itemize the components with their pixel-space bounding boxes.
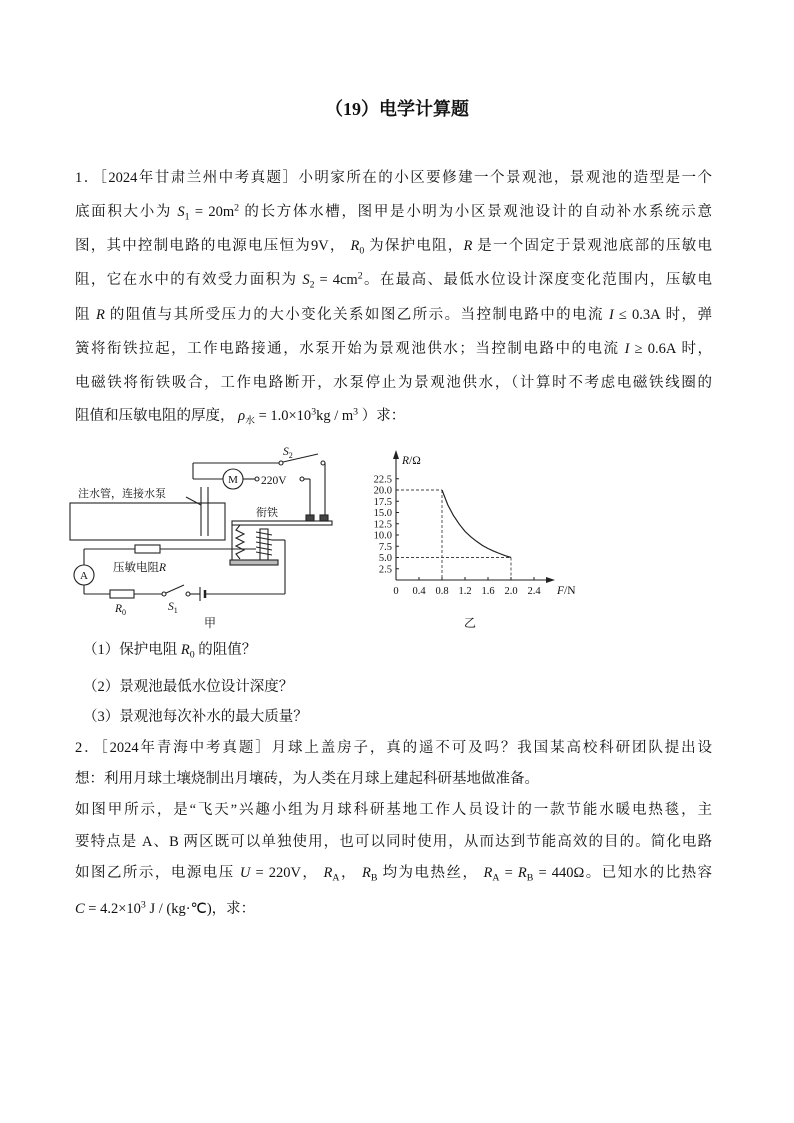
text-run: 如图乙所示，电源电压 [75, 865, 240, 881]
text-run: ， [300, 865, 324, 881]
problem-2-line [75, 767, 712, 791]
pipe-leader-line [186, 497, 201, 505]
text-run: ， [339, 865, 363, 881]
text-run: 均为电热丝， [377, 865, 484, 881]
math-variable: S [302, 272, 310, 288]
text-run: （1）保护电阻 [83, 642, 181, 658]
text-run: 要特点是 A、B 两区既可以单独使用，也可以同时使用，从而达到节能高效的目的。简化电路 [75, 834, 712, 850]
math-variable: ρ [238, 408, 246, 424]
math-variable: R [96, 307, 105, 323]
power-terminal [300, 477, 304, 481]
superscript: 3 [311, 406, 317, 418]
problem-1-line [75, 234, 712, 258]
x-tick-label: 2.0 [504, 586, 518, 597]
text-run: 时， [676, 341, 712, 357]
x-axis-label: F/N [557, 585, 576, 597]
motor-label: M [228, 474, 238, 486]
math-variable: R [180, 642, 190, 658]
subscript: 0 [189, 649, 195, 661]
x-tick-label: 0.8 [435, 586, 449, 597]
x-tick-label: 1.2 [458, 586, 472, 597]
graph [374, 450, 577, 630]
figure-b-caption: 乙 [463, 616, 477, 630]
x-tick-label: 2.4 [527, 586, 541, 597]
text-run: 图，其中控制电路的电源电压恒为9V， [75, 238, 351, 254]
math-text: = 220V [250, 865, 301, 881]
math-text: = 4.2×10 [84, 901, 141, 917]
switch-s1-blade [166, 585, 184, 593]
water-tank [70, 503, 225, 540]
subscript: A [332, 872, 340, 884]
math-variable: R [323, 865, 333, 881]
text-run: 底面积大小为 [75, 204, 178, 220]
y-tick-label: 20.0 [373, 485, 392, 497]
text-run: 阻，它在水中的有效受力面积为 [75, 272, 303, 288]
x-tick-label: 1.6 [481, 586, 495, 597]
superscript: 3 [140, 899, 146, 911]
superscript: 2 [234, 202, 240, 214]
y-tick-label: 7.5 [378, 541, 392, 553]
text-run: 电磁铁将衔铁吸合，工作电路断开，水泵停止为景观池供水，（计算时不考虑电磁铁线圈的 [75, 375, 712, 391]
switch-terminal [279, 461, 283, 465]
text-run: 。在最高、最低水位设计深度变化范围内，压敏电 [362, 272, 712, 288]
pressure-sensor-resistor [135, 545, 160, 553]
y-axis-label: R/Ω [402, 455, 421, 467]
text-run: 的长方体水槽，图甲是小明为小区景观池设计的自动补水系统示意 [239, 204, 712, 220]
page-title: （19）电学计算题 [325, 99, 469, 119]
superscript: 3 [353, 406, 359, 418]
question-1 [83, 638, 683, 662]
math-variable: U [239, 865, 251, 881]
problem-1-line [75, 268, 712, 292]
subscript: B [526, 872, 534, 884]
math-text: J / (kg·℃) [145, 901, 212, 917]
series-line [442, 490, 511, 558]
armature-lever [232, 521, 332, 525]
ammeter-label: A [80, 570, 88, 582]
subscript: B [370, 872, 378, 884]
problem-2-line [75, 861, 712, 885]
y-axis-arrow [393, 450, 399, 459]
x-axis-arrow [546, 577, 555, 583]
figures [60, 438, 580, 638]
switch-s1-label: $S_1$ [168, 601, 178, 615]
math-variable: R [463, 238, 473, 254]
switch-terminal [186, 592, 190, 596]
math-variable: C [75, 901, 85, 917]
question-2 [83, 675, 683, 699]
problem-2-line [75, 830, 712, 854]
problem-1-line [75, 166, 712, 190]
math-variable: R [362, 865, 371, 881]
math-variable: I [624, 341, 630, 357]
y-tick-label: 10.0 [373, 530, 392, 542]
math-variable: R [483, 865, 493, 881]
problem-1-line [75, 200, 712, 224]
math-variable: R [517, 865, 527, 881]
switch-terminal [321, 461, 325, 465]
text-run: 时，弹 [660, 307, 712, 323]
switch-s2-label: $S_2$ [283, 446, 293, 460]
text-run: 的阻值？ [194, 642, 257, 658]
y-tick-label: 22.5 [373, 474, 392, 486]
subscript: A [492, 872, 500, 884]
text-run: 阻值和压敏电阻的厚度， [75, 408, 239, 424]
problem-2-line [75, 897, 712, 921]
pressure-sensor-label: 压敏电阻R [113, 562, 167, 574]
subscript: 2 [309, 279, 315, 291]
figure-a-caption: 甲 [203, 616, 217, 630]
text-run: 是一个固定于景观池底部的压敏电 [472, 238, 712, 254]
text-run: ）求： [358, 408, 406, 424]
math-variable: S [177, 204, 185, 220]
problem-2-line [75, 798, 712, 822]
math-text: = 440Ω [533, 865, 585, 881]
math-text: kg / m [316, 408, 354, 424]
problem-1-line [75, 371, 712, 395]
chart-marks [374, 474, 542, 597]
resistor-r0-label: $R_0$ [115, 603, 127, 617]
contact [306, 515, 314, 521]
voltage-label: 220V [261, 475, 287, 487]
problem-1-line [75, 303, 712, 327]
y-tick-label: 2.5 [378, 564, 392, 576]
problem-2-line [75, 736, 712, 760]
text-run: 的阻值与其所受压力的大小变化关系如图乙所示。当控制电路中的电流 [104, 307, 610, 323]
text-run: 。已知水的比热容 [584, 865, 713, 881]
text-run: 簧将衔铁拉起，工作电路接通，水泵开始为景观池供水；当控制电路中的电流 [75, 341, 625, 357]
text-run: 2．［2024年青海中考真题］月球上盖房子，真的遥不可及吗？我国某高校科研团队提出设 [75, 740, 712, 756]
resistor-r0 [110, 590, 134, 598]
y-tick-label: 12.5 [373, 519, 392, 531]
y-tick-label: 15.0 [373, 508, 392, 520]
text-run: 1．［2024年甘肃兰州中考真题］小明家所在的小区要修建一个景观池，景观池的造型是一个 [75, 170, 712, 186]
text-run: 阻 [75, 307, 96, 323]
question-3 [83, 705, 683, 729]
pipe-label: 注水管，连接水泵 [78, 488, 166, 500]
math-text: = 1.0×10 [254, 408, 312, 424]
text-run: ，求： [211, 901, 256, 917]
text-run: 为保护电阻， [364, 238, 464, 254]
math-variable: I [609, 307, 614, 323]
relay-base [230, 560, 278, 565]
armature-label: 衔铁 [256, 507, 278, 519]
origin-label: 0 [393, 586, 399, 597]
subscript: 1 [184, 211, 190, 223]
y-tick-label: 5.0 [378, 553, 392, 565]
text-run: 如图甲所示，是“飞天”兴趣小组为月球科研基地工作人员设计的一款节能水暖电热毯，主 [75, 802, 712, 818]
superscript: 2 [357, 270, 363, 282]
spring [236, 525, 244, 559]
math-variable: R [350, 238, 360, 254]
problem-1-line [75, 337, 712, 361]
math-text: = 4cm [314, 272, 358, 288]
math-text: ≤ 0.3A [613, 307, 661, 323]
subscript: 0 [359, 245, 365, 257]
problem-1-line [75, 404, 712, 428]
x-tick-label: 0.4 [412, 586, 426, 597]
text-run: 想：利用月球土壤烧制出月壤砖，为人类在月球上建起科研基地做准备。 [75, 771, 539, 787]
contact [320, 515, 328, 521]
switch-terminal [162, 592, 166, 596]
power-terminal [255, 477, 259, 481]
subscript: 水 [245, 415, 255, 427]
circuit-diagram [70, 454, 332, 601]
text-run: （3）景观池每次补水的最大质量？ [83, 709, 308, 725]
text-run: （2）景观池最低水位设计深度？ [83, 679, 294, 695]
y-tick-label: 17.5 [373, 496, 392, 508]
math-text: = [499, 865, 518, 881]
math-text: = 20m [189, 204, 235, 220]
math-text: ≥ 0.6A [629, 341, 677, 357]
